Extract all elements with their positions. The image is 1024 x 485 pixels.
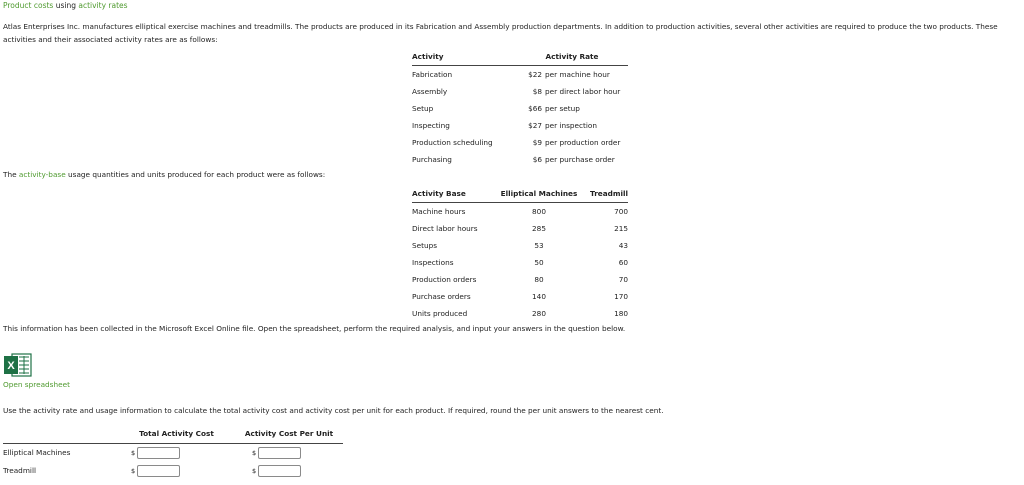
currency-symbol: $: [252, 449, 257, 457]
treadmill-value: 170: [614, 292, 628, 301]
title-link-activity-rates[interactable]: activity rates: [78, 1, 128, 10]
treadmill-value: 43: [618, 241, 628, 250]
table-header-row: [3, 425, 343, 444]
activity-base-link[interactable]: activity-base: [18, 170, 66, 179]
activity-base-name: Setups: [412, 241, 438, 250]
activity-rate-unit: per machine hour: [545, 70, 610, 79]
activity-name: Fabrication: [412, 70, 453, 79]
table-row: [3, 444, 343, 463]
activity-base-name: Direct labor hours: [412, 224, 478, 233]
currency-symbol: $: [131, 467, 136, 475]
treadmill-value: 70: [618, 275, 628, 284]
table-row: [412, 134, 628, 151]
column-header-activity-cost-per-unit: Activity Cost Per Unit: [244, 429, 334, 438]
title-link-product-costs[interactable]: Product costs: [3, 1, 54, 10]
activity-base-name: Purchase orders: [412, 292, 471, 301]
elliptical-value: 53: [534, 241, 544, 250]
product-label: Treadmill: [3, 466, 37, 475]
table-row: [412, 117, 628, 134]
open-spreadsheet-link[interactable]: Open spreadsheet: [3, 380, 70, 389]
activity-rate-unit: per production order: [545, 138, 621, 147]
elliptical-value: 800: [532, 207, 546, 216]
activity-rate-unit: per direct labor hour: [545, 87, 621, 96]
activity-rate-amount: $27: [528, 121, 542, 130]
table-row: [412, 151, 628, 168]
activity-name: Production scheduling: [412, 138, 493, 147]
elliptical-value: 280: [532, 309, 546, 318]
usage-intro-text: [3, 170, 325, 179]
table-header-row: [412, 48, 628, 66]
activity-name: Assembly: [412, 87, 448, 96]
table-row: [412, 305, 628, 322]
column-header-treadmill: Treadmill: [590, 189, 628, 198]
instructions-text: Use the activity rate and usage information to calculate the total activity cost and activity cost per unit for each product. If required, round the per unit answers to the nearest cent.: [3, 406, 664, 415]
activity-rate-amount: $22: [528, 70, 542, 79]
column-header-activity: Activity: [412, 52, 444, 61]
table-row: [412, 271, 628, 288]
page-title: [3, 1, 128, 10]
activity-rate-unit: per setup: [545, 104, 580, 113]
intro-paragraph: Atlas Enterprises Inc. manufactures elliptical exercise machines and treadmills. The products are produced in its Fabrication and Assembly production departments. In addition to production activities, several other activities are required to produce the two products. These activities and their associated activity rates are as follows:: [3, 22, 998, 44]
activity-rates-table: [412, 48, 628, 168]
column-header-total-activity-cost: Total Activity Cost: [139, 429, 214, 438]
table-row: [412, 100, 628, 117]
treadmill-value: 215: [614, 224, 628, 233]
elliptical-value: 140: [532, 292, 546, 301]
currency-symbol: $: [252, 467, 257, 475]
table-row: [412, 66, 628, 84]
table-row: [412, 288, 628, 305]
product-label: Elliptical Machines: [3, 448, 71, 457]
activity-name: Purchasing: [412, 155, 452, 164]
table-row: [412, 237, 628, 254]
elliptical-cost-per-unit-input[interactable]: [258, 447, 301, 459]
elliptical-value: 50: [534, 258, 544, 267]
answer-table: [3, 425, 343, 480]
activity-base-name: Units produced: [412, 309, 468, 318]
title-text: using: [53, 1, 79, 10]
table-row: [412, 203, 628, 221]
activity-base-usage-table: [412, 185, 628, 322]
column-header-activity-base: Activity Base: [412, 189, 466, 198]
elliptical-total-cost-input[interactable]: [137, 447, 180, 459]
activity-rate-unit: per purchase order: [545, 155, 615, 164]
activity-name: Setup: [412, 104, 434, 113]
table-row: [3, 462, 343, 480]
activity-base-name: Machine hours: [412, 207, 466, 216]
activity-rate-amount: $8: [532, 87, 542, 96]
column-header-activity-rate: Activity Rate: [545, 52, 599, 61]
activity-rate-amount: $6: [532, 155, 542, 164]
elliptical-value: 285: [532, 224, 546, 233]
activity-base-name: Production orders: [412, 275, 477, 284]
treadmill-value: 700: [614, 207, 628, 216]
activity-rate-amount: $9: [532, 138, 542, 147]
activity-name: Inspecting: [412, 121, 450, 130]
activity-rate-amount: $66: [528, 104, 542, 113]
svg-text:X: X: [7, 360, 15, 372]
activity-rate-unit: per inspection: [545, 121, 598, 130]
column-header-blank: [3, 425, 118, 444]
usage-intro-part2: usage quantities and units produced for each product were as follows:: [65, 170, 326, 179]
table-row: [412, 83, 628, 100]
info-text: This information has been collected in the Microsoft Excel Online file. Open the spreadsheet, perform the required analysis, and input your answers in the question below.: [3, 324, 626, 333]
table-header-row: [412, 185, 628, 203]
currency-symbol: $: [131, 449, 136, 457]
elliptical-value: 80: [534, 275, 544, 284]
table-row: [412, 220, 628, 237]
excel-icon[interactable]: [4, 353, 32, 377]
treadmill-total-cost-input[interactable]: [137, 465, 180, 477]
treadmill-value: 60: [618, 258, 628, 267]
column-header-elliptical: Elliptical Machines: [500, 189, 578, 198]
activity-base-name: Inspections: [412, 258, 454, 267]
treadmill-cost-per-unit-input[interactable]: [258, 465, 301, 477]
treadmill-value: 180: [614, 309, 628, 318]
table-row: [412, 254, 628, 271]
usage-intro-part1: The: [3, 170, 19, 179]
